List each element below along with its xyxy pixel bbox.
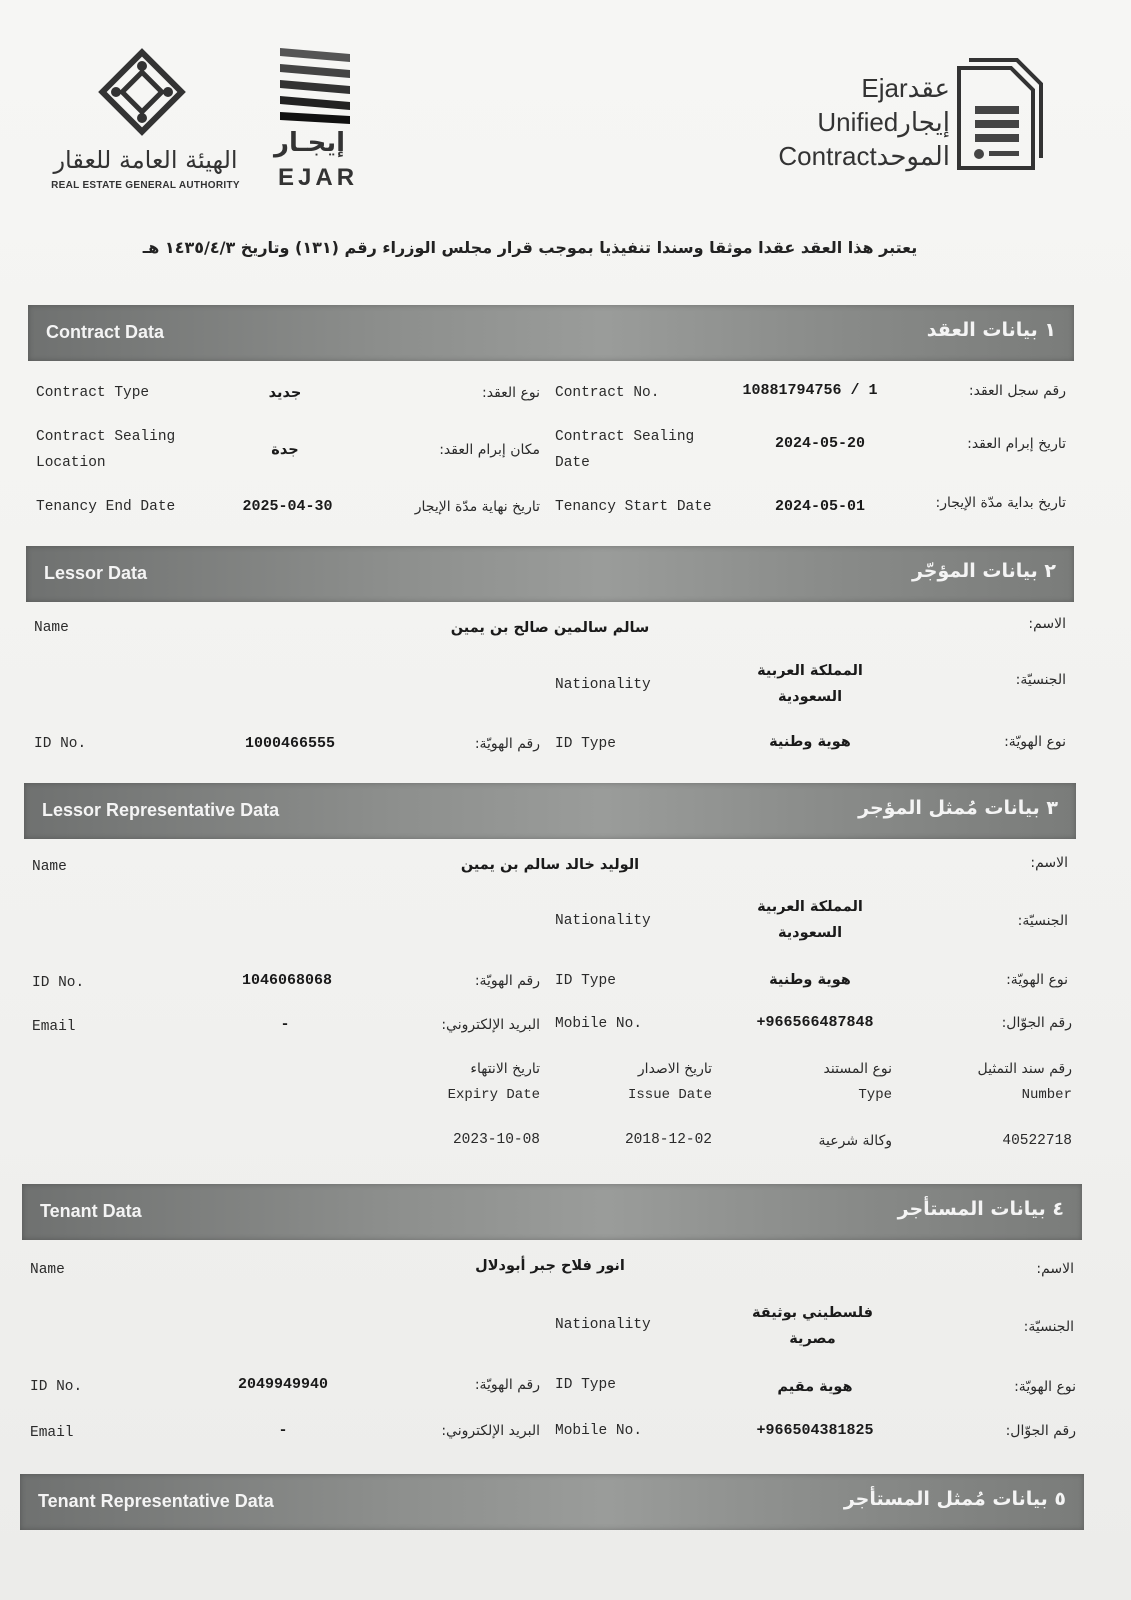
lessor-rep-id-type-value: هوية وطنية [769,972,851,988]
contract-title-ar-3: الموحد [876,142,950,172]
rega-diamond-icon [96,46,188,138]
sealing-location-label-en [36,424,175,476]
section-bar-tenant-rep [20,1474,1084,1530]
doc-col-issue-header-en: Issue Date [627,1087,712,1103]
lessor-nationality-line1: المملكة العربية [757,663,863,679]
sealing-location-label-ar: مكان إبرام العقد: [439,442,540,458]
lessor-name-label-ar: الاسم: [1028,616,1066,632]
tenant-name-label-en: Name [30,1262,65,1278]
rega-logo [28,44,263,194]
tenancy-start-label-ar: تاريخ بداية مدّة الإيجار: [935,495,1066,511]
contract-title-en-1: Ejar [861,73,908,103]
tenant-mobile-label-ar: رقم الجوّال: [1005,1423,1076,1439]
lessor-rep-mobile-value: +966566487848 [756,1014,874,1031]
ejar-logo-en: EJAR [278,164,359,191]
section-bar-lessor [26,546,1074,602]
section-title-en: Tenant Data [40,1201,142,1221]
sealing-location-label-line1: Contract Sealing [36,429,176,445]
lessor-rep-id-no-value: 1046068068 [241,972,332,989]
doc-type-value: وكالة شرعية [818,1133,892,1149]
contract-title-ar-2: إيجار [898,108,950,138]
lessor-name-value: سالم سالمين صالح بن يمين [450,620,650,636]
tenant-id-type-value: هوية مقيم [777,1379,853,1395]
section-title-en: Contract Data [46,322,165,342]
contract-type-label-ar: نوع العقد: [482,385,540,401]
document-icon [955,58,1045,173]
section-title-ar: ٢ بيانات المؤجّر [911,560,1056,582]
sealing-location-value: جدة [271,442,299,458]
tenancy-start-label-en: Tenancy Start Date [555,499,712,515]
tenant-mobile-value: +966504381825 [756,1422,874,1439]
lessor-rep-nationality-line1: المملكة العربية [757,899,863,915]
tenant-email-value: - [278,1422,288,1439]
sealing-date-label-en [555,424,694,476]
tenant-nationality-value [720,1300,905,1352]
tenant-id-no-label-ar: رقم الهويّة: [474,1377,540,1393]
section-bar-contract [28,305,1074,361]
lessor-rep-name-label-ar: الاسم: [1030,855,1068,871]
lessor-id-no-label-ar: رقم الهويّة: [474,736,540,752]
rega-name-en: REAL ESTATE GENERAL AUTHORITY [51,180,240,191]
contract-title-en-2: Unified [817,107,899,137]
lessor-id-type-value: هوية وطنية [769,734,851,750]
doc-col-issue-header [590,1056,712,1108]
lessor-rep-mobile-label-ar: رقم الجوّال: [1001,1015,1072,1031]
doc-issue-date-value: 2018-12-02 [624,1132,712,1148]
tenant-nationality-line1: فلسطيني بوثيقة [752,1305,873,1321]
tenant-nationality-label-ar: الجنسيّة: [1023,1319,1074,1335]
tenant-mobile-label-en: Mobile No. [555,1423,643,1439]
contract-title-ar-1: عقد [907,74,950,104]
contract-title-en-3: Contract [778,141,877,171]
tenant-email-label-ar: البريد الإلكتروني: [441,1423,540,1439]
sealing-date-label-line1: Contract Sealing [555,429,695,445]
doc-col-expiry-header-ar: تاريخ الانتهاء [470,1061,540,1077]
doc-col-number-header [930,1056,1072,1108]
doc-number-value: 40522718 [1002,1133,1072,1149]
lessor-id-no-label-en: ID No. [34,736,87,752]
ejar-contract-logo [720,58,1060,178]
doc-col-type-header-en: Type [858,1087,892,1103]
tenancy-start-value: 2024-05-01 [774,498,865,515]
tenant-id-no-value: 2049949940 [237,1376,328,1393]
lessor-rep-id-type-label-en: ID Type [555,973,616,989]
tenant-id-no-label-en: ID No. [30,1379,83,1395]
tenancy-end-value: 2025-04-30 [242,498,333,515]
section-title-en: Lessor Representative Data [42,800,280,820]
section-title-en: Tenant Representative Data [38,1491,274,1511]
lessor-rep-email-label-en: Email [32,1019,76,1035]
lessor-rep-id-no-label-en: ID No. [32,975,85,991]
lessor-rep-nationality-value [720,894,900,946]
doc-col-type-header-ar: نوع المستند [823,1061,892,1077]
tenant-name-label-ar: الاسم: [1036,1261,1074,1277]
lessor-rep-email-label-ar: البريد الإلكتروني: [441,1017,540,1033]
sealing-date-label-ar: تاريخ إبرام العقد: [967,436,1066,452]
section-title-ar: ١ بيانات العقد [926,319,1056,341]
contract-no-label-ar: رقم سجل العقد: [968,383,1066,399]
sealing-location-label-line2: Location [36,455,106,471]
ejar-logo [268,44,368,194]
lessor-rep-email-value: - [280,1016,290,1033]
sealing-date-value: 2024-05-20 [774,435,865,452]
contract-type-label-en: Contract Type [36,385,150,401]
lessor-nationality-line2: السعودية [777,689,843,705]
section-title-en: Lessor Data [44,563,148,583]
section-title-ar: ٥ بيانات مُمثل المستأجر [843,1488,1066,1510]
lessor-nationality-label-en: Nationality [555,677,651,693]
doc-col-number-header-ar: رقم سند التمثيل [977,1061,1072,1077]
lessor-rep-id-no-label-ar: رقم الهويّة: [474,973,540,989]
doc-col-expiry-header-en: Expiry Date [447,1087,540,1103]
contract-no-value: 10881794756 / 1 [742,382,878,399]
sealing-date-label-line2: Date [555,455,590,471]
tenant-id-type-label-en: ID Type [555,1377,616,1393]
lessor-rep-nationality-label-ar: الجنسيّة: [1017,913,1068,929]
rega-name-ar: الهيئة العامة للعقار [53,146,238,174]
section-title-ar: ٤ بيانات المستأجر [897,1198,1064,1220]
lessor-nationality-label-ar: الجنسيّة: [1015,672,1066,688]
lessor-rep-mobile-label-en: Mobile No. [555,1016,643,1032]
lessor-rep-name-value: الوليد خالد سالم بن يمين [460,857,640,873]
tenancy-end-label-ar: تاريخ نهاية مدّة الإيجار [414,499,540,515]
section-bar-tenant [22,1184,1082,1240]
ejar-mark-icon [270,44,360,126]
section-bar-lessor-rep [24,783,1076,839]
lessor-rep-id-type-label-ar: نوع الهويّة: [1006,972,1068,988]
doc-col-number-header-en: Number [1021,1087,1072,1103]
lessor-rep-nationality-line2: السعودية [777,925,843,941]
doc-col-issue-header-ar: تاريخ الاصدار [637,1061,712,1077]
doc-col-type-header [760,1056,892,1108]
tenancy-end-label-en: Tenancy End Date [36,499,176,515]
tenant-nationality-line2: مصرية [789,1331,836,1347]
contract-type-value: جديد [268,385,302,401]
lessor-id-type-label-en: ID Type [555,736,616,752]
doc-expiry-date-value: 2023-10-08 [452,1132,540,1148]
lessor-id-no-value: 1000466555 [244,735,335,752]
tenant-nationality-label-en: Nationality [555,1317,651,1333]
tenant-name-value: انور فلاح جبر أبودلال [475,1258,625,1274]
doc-col-expiry-header [420,1056,540,1108]
lessor-nationality-value [720,658,900,710]
contract-no-label-en: Contract No. [555,385,660,401]
tenant-email-label-en: Email [30,1425,74,1441]
tenant-id-type-label-ar: نوع الهويّة: [1014,1379,1076,1395]
lessor-rep-nationality-label-en: Nationality [555,913,651,929]
lessor-id-type-label-ar: نوع الهويّة: [1004,734,1066,750]
section-title-ar: ٣ بيانات مُمثل المؤجر [858,797,1058,819]
lessor-rep-name-label-en: Name [32,859,67,875]
lessor-name-label-en: Name [34,620,69,636]
ejar-logo-ar: إيجـار [274,128,346,158]
decree-statement: يعتبر هذا العقد عقدا موثقا وسندا تنفيذيا بموجب قرار مجلس الوزراء رقم (١٣١) وتاريخ ١٤٣٥/٤/٣ هـ [142,238,918,257]
